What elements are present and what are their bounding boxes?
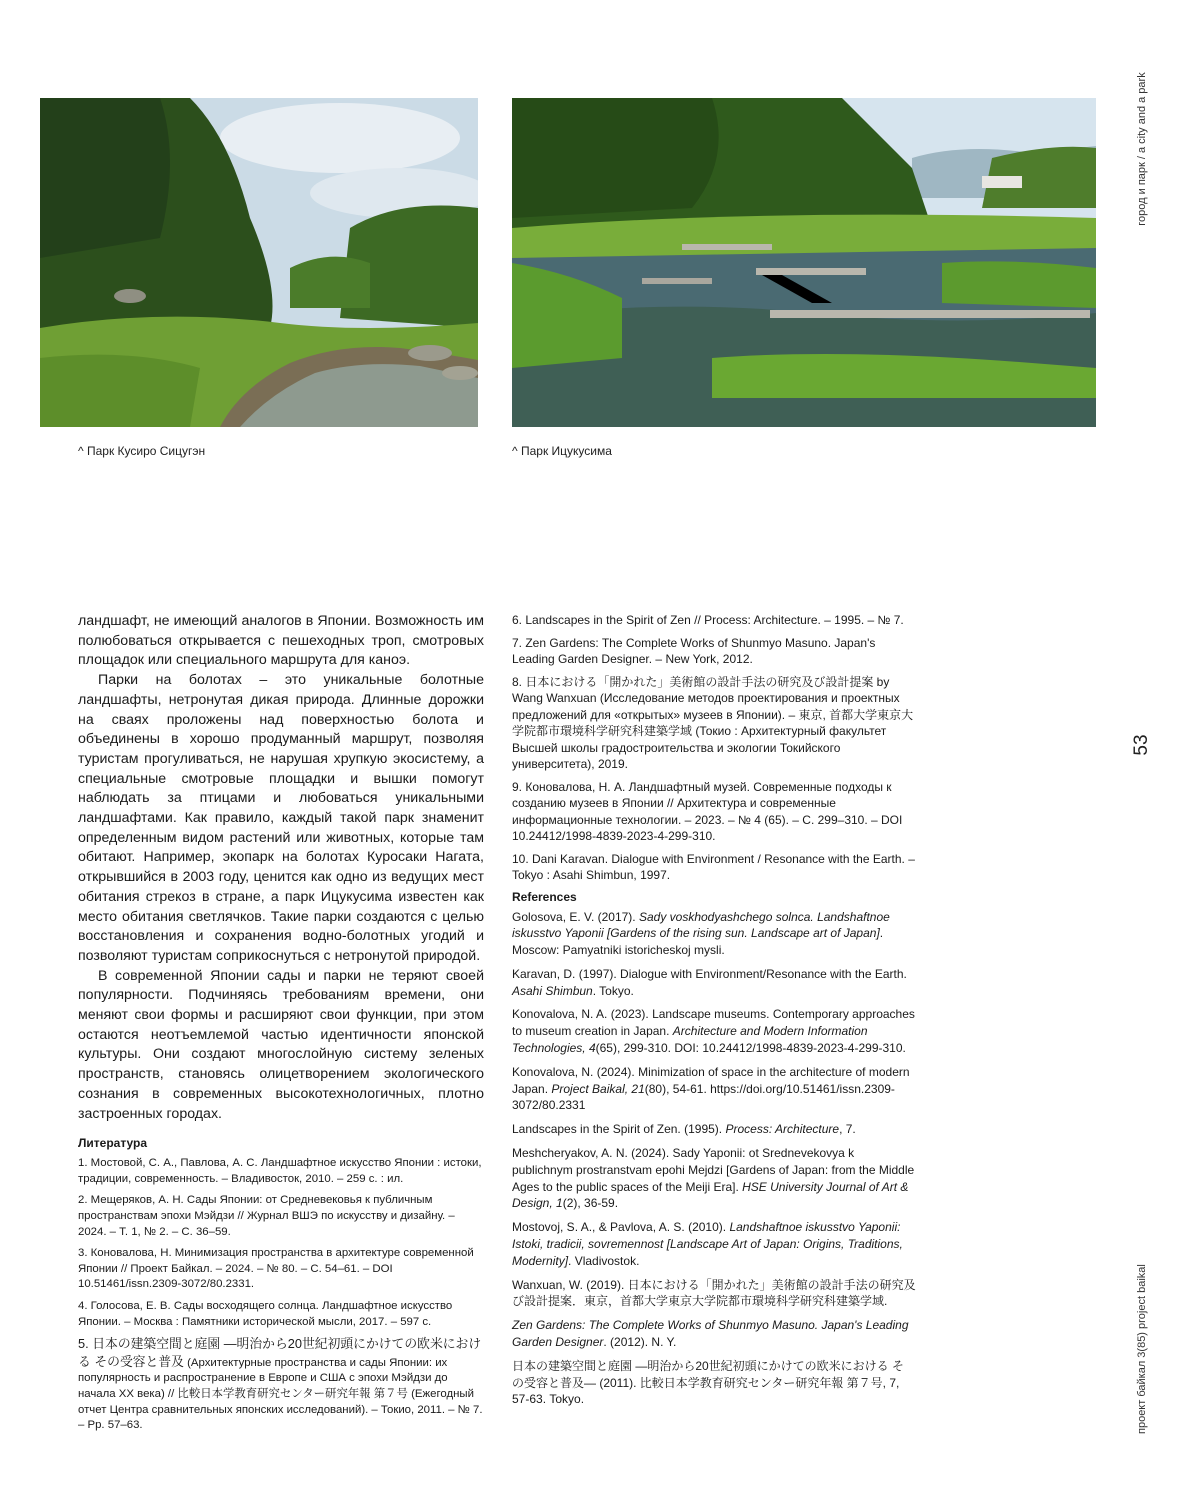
reference-text: Konovalova, N. (2024). Minimization of space in the architecture of modern Japan. xyxy=(512,1065,910,1096)
reference-italic: Project Baikal, 21 xyxy=(551,1082,644,1096)
garden-stream-image xyxy=(40,98,478,427)
reference-italic: Zen Gardens: The Complete Works of Shunmyo Masuno. Japan's Leading Garden Designer xyxy=(512,1318,909,1349)
reference-item xyxy=(512,1277,916,1311)
reference-text: Wanxuan, W. (2019). 日本における「開かれた」美術館の設計手法の研究及び設計提案．東京，首都大学東京大学院都市環境科学研究科建築学域. xyxy=(512,1278,916,1309)
reference-text: Golosova, E. V. (2017). xyxy=(512,910,639,924)
reference-text: Karavan, D. (1997). Dialogue with Environment/Resonance with the Earth. xyxy=(512,967,907,981)
literature-item xyxy=(78,1336,484,1434)
reference-italic: Landshaftnoe iskusstvo Yaponii: Istoki, tradicii, sovremennost [Landscape Art of Japan: Origins, Traditions, Modernity] xyxy=(512,1220,903,1268)
reference-item xyxy=(512,1121,916,1138)
reference-item xyxy=(512,909,916,959)
photo-kushiro-shitsugen xyxy=(40,98,478,427)
reference-italic: Asahi Shimbun xyxy=(512,984,593,998)
reference-item xyxy=(512,1358,916,1408)
article-column-left xyxy=(78,612,484,1440)
reference-italic: HSE University Journal of Art & Design, 1 xyxy=(512,1180,908,1211)
photo-caption-right: ^ Парк Ицукусима xyxy=(512,444,612,458)
reference-item xyxy=(512,1219,916,1269)
literature-heading: Литература xyxy=(78,1136,484,1150)
reference-item xyxy=(512,1064,916,1114)
literature-item: 9. Коновалова, Н. А. Ландшафтный музей. Современные подходы к созданию музеев в Японии // Архитектура и современные информационные технологии. – 2023. – № 4 (65). – С. 299–310. – DOI 10.24412/1998-4839-2023-4-299-310. xyxy=(512,779,916,845)
reference-text: (65), 299-310. DOI: 10.24412/1998-4839-2023-4-299-310. xyxy=(596,1041,906,1055)
reference-italic: Architecture and Modern Information Technologies, 4 xyxy=(512,1024,868,1055)
literature-item: 4. Голосова, Е. В. Сады восходящего солнца. Ландшафтное искусство Японии. – Москва : Памятники исторической мысли, 2017. – 597 с. xyxy=(78,1299,484,1330)
photo-caption-left: ^ Парк Кусиро Сицугэн xyxy=(78,444,205,458)
reference-text: . Tokyo. xyxy=(593,984,634,998)
reference-item xyxy=(512,1006,916,1056)
reference-text: (80), 54-61. https://doi.org/10.51461/issn.2309-3072/80.2331 xyxy=(512,1082,895,1113)
literature-item: 2. Мещеряков, А. Н. Сады Японии: от Средневековья к публичным пространствам эпохи Мэйдзи // Журнал ВШЭ по искусству и дизайну. – 2024. – Т. 1, № 2. – С. 36–59. xyxy=(78,1193,484,1240)
reference-text: Meshcheryakov, A. N. (2024). Sady Yaponii: ot Srednevekovya k publichnym prostranstvam epohi Mejdzi [Gardens of Japan: from the Middle Ages to the public spaces of the Meiji Era]. xyxy=(512,1146,914,1194)
reference-text: Landscapes in the Spirit of Zen. (1995). xyxy=(512,1122,725,1136)
reference-italic: Process: Architecture xyxy=(725,1122,839,1136)
literature-item: 8. 日本における「開かれた」美術館の設計手法の研究及び設計提案 by Wang Wanxuan (Исследование методов проектирования и проектных предложений для «открытых» музеев в Японии). – 東京, 首都大学東京大学院都市環境科学研究科建築学域 (Токио : Архитектурный факультет Высшей школы градостроительства и экологии Токийского университета), 2019. xyxy=(512,674,916,773)
reference-text: Konovalova, N. A. (2023). Landscape museums. Contemporary approaches to museum creation in Japan. xyxy=(512,1007,915,1038)
reference-item xyxy=(512,1145,916,1212)
references-heading: References xyxy=(512,890,916,904)
literature-item-rest: (Архитектурные пространства и сады Японии: их популярность и распространение в Европе и США с эпохи Мэйдзи до начала XX века) // 比較日本学教育研究センター研究年報 第７号 (Ежегодный отчет Центра сравнительных японских исследований). – Токио, 2011. – № 7. – Pp. 57–63. xyxy=(78,1357,483,1431)
literature-item: 1. Мостовой, С. А., Павлова, А. С. Ландшафтное искусство Японии : истоки, традиции, современность. – Владивосток, 2010. – 259 с. : ил. xyxy=(78,1156,484,1187)
photo-itsukushima-park xyxy=(512,98,1096,427)
references-list xyxy=(512,909,916,1409)
reference-text: . Moscow: Pamyatniki istoricheskoj mysli. xyxy=(512,926,883,957)
wetland-boardwalk-image xyxy=(512,98,1096,427)
page-number: 53 xyxy=(1131,715,1153,775)
article-column-right xyxy=(512,612,916,1415)
reference-text: . Vladivostok. xyxy=(568,1254,639,1268)
literature-item-lead: 5. 日本の建築空間と庭園 ―明治から20世紀初頭にかけての欧米における その受容と普及 xyxy=(78,1336,481,1369)
running-head: город и парк / a city and a park xyxy=(1136,59,1148,239)
reference-italic: Sady voskhodyashchego solnca. Landshaftnoe iskusstvo Yaponii [Gardens of the rising sun. Landscape art of Japan] xyxy=(512,910,890,941)
literature-item: 3. Коновалова, Н. Минимизация пространства в архитектуре современной Японии // Проект Байкал. – 2024. – № 80. – С. 54–61. – DOI 10.51461/issn.2309-3072/80.2331. xyxy=(78,1246,484,1293)
body-paragraph: В современной Японии сады и парки не теряют своей популярности. Подчиняясь требованиям времени, они меняют свои формы и расширяют свои функции, при этом остаются неотъемлемой частью идентичности японской культуры. Они создают многослойную систему зеленых пространств, становясь олицетворением экологического сознания в современных высокотехнологичных, плотно застроенных городах. xyxy=(78,967,484,1125)
reference-item xyxy=(512,966,916,1000)
journal-footer: проект байкал 3(85) project baikal xyxy=(1136,1274,1148,1434)
body-paragraph: ландшафт, не имеющий аналогов в Японии. Возможность им полюбоваться открывается с пешеходных троп, смотровых площадок или специального маршрута для каноэ. xyxy=(78,612,484,671)
literature-item: 10. Dani Karavan. Dialogue with Environment / Resonance with the Earth. – Tokyo : Asahi Shimbun, 1997. xyxy=(512,851,916,884)
literature-item: 6. Landscapes in the Spirit of Zen // Process: Architecture. – 1995. – № 7. xyxy=(512,612,916,629)
literature-item: 7. Zen Gardens: The Complete Works of Shunmyo Masuno. Japan's Leading Garden Designer. – New York, 2012. xyxy=(512,635,916,668)
reference-text: . (2012). N. Y. xyxy=(603,1335,676,1349)
reference-item xyxy=(512,1317,916,1351)
body-paragraph: Парки на болотах – это уникальные болотные ландшафты, нетронутая дикая природа. Длинные дорожки на сваях проложены над поверхностью болота и объединены в хорошо продуманный маршрут, позволяя туристам прогуливаться, не нарушая хрупкую экосистему, а специальные смотровые площадки и вышки помогут наблюдать за птицами и любоваться уникальными ландшафтами. Как правило, каждый такой парк знаменит определенным видом растений или животных, которые там обитают. Например, экопарк на болотах Куросаки Нагата, открывшийся в 2003 году, ценится как одно из ведущих мест обитания стрекоз в стране, а парк Ицукусима известен как место обитания светлячков. Такие парки создаются с целью восстановления и сохранения водно-болотных угодий и позволяют туристам соприкоснуться с нетронутой природой. xyxy=(78,671,484,967)
reference-text: 日本の建築空間と庭園 ―明治から20世紀初頭にかけての欧米における その受容と普及― (2011). 比較日本学教育研究センター研究年報 第７号, 7, 57-63. Tokyo. xyxy=(512,1359,904,1407)
reference-text: (2), 36-59. xyxy=(563,1196,618,1210)
reference-text: Mostovoj, S. A., & Pavlova, A. S. (2010). xyxy=(512,1220,729,1234)
reference-text: , 7. xyxy=(839,1122,856,1136)
